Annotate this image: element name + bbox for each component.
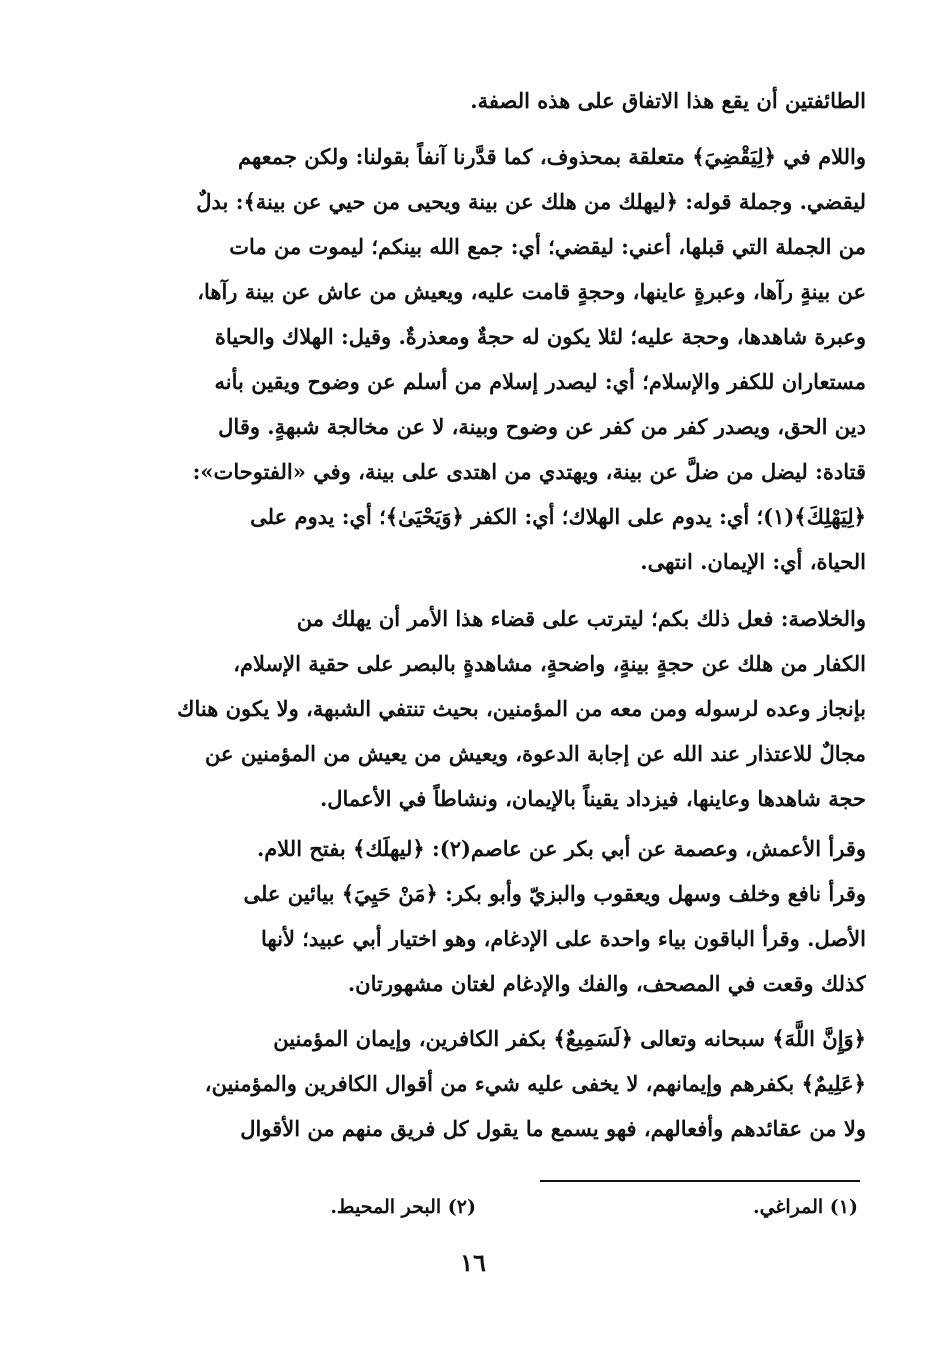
- text-line: ﴿لِيَهْلِكَ﴾(١)؛ أي: يدوم على الهلاك؛ أي: الكفر ﴿وَيَحْيَىٰ﴾؛ أي: يدوم على: [250, 504, 866, 529]
- text-line: الكفار من هلك عن حجةٍ بينةٍ، واضحةٍ، مشاهدةٍ بالبصر على حقية الإسلام،: [233, 651, 866, 676]
- footnote-1: (١) المراغي.: [752, 1196, 858, 1218]
- text-line: والخلاصة: فعل ذلك بكم؛ ليترتب على قضاء هذا الأمر أن يهلك من: [296, 606, 866, 631]
- paragraph-3: [88, 596, 866, 821]
- text-line: مستعاران للكفر والإسلام؛ أي: ليصدر إسلام من أسلم عن وضوح ويقين بأنه: [214, 369, 866, 394]
- text-line: ليقضي. وجملة قوله: ﴿ليهلك من هلك عن بينة ويحيى من حيي عن بينة﴾: بدلٌ: [196, 189, 866, 214]
- text-line: الأصل. وقرأ الباقون بياء واحدة على الإدغام، وهو اختيار أبي عبيد؛ لأنها: [261, 926, 866, 951]
- text-line: عن بينةٍ رآها، وعبرةٍ عاينها، وحجةٍ قامت عليه، ويعيش من عاش عن بينة رآها،: [197, 279, 866, 304]
- paragraph-2: [88, 134, 866, 584]
- text-line: ﴿عَلِيمٌ﴾ بكفرهم وإيمانهم، لا يخفى عليه شيء من أقوال الكافرين والمؤمنين،: [204, 1071, 866, 1096]
- text-line: دين الحق، ويصدر كفر من كفر عن وضوح وبينة، لا عن مخالجة شبهةٍ. وقال: [218, 414, 866, 439]
- text-line: من الجملة التي قبلها، أعني: ليقضي؛ أي: جمع الله بينكم؛ ليموت من مات: [229, 234, 866, 259]
- text-line: كذلك وقعت في المصحف، والفك والإدغام لغتان مشهورتان.: [347, 971, 866, 996]
- footnote-divider: [540, 1180, 860, 1182]
- paragraph-5: [88, 1016, 866, 1151]
- text-line: وعبرة شاهدها، وحجة عليه؛ لئلا يكون له حجةٌ ومعذرةٌ. وقيل: الهلاك والحياة: [214, 324, 866, 349]
- text-line: ولا من عقائدهم وأفعالهم، فهو يسمع ما يقول كل فريق منهم من الأقوال: [240, 1116, 866, 1141]
- text-line: وقرأ الأعمش، وعصمة عن أبي بكر عن عاصم(٢): ﴿ليهلَك﴾ بفتح اللام.: [256, 836, 866, 861]
- text-line: ﴿وَإِنَّ اللَّهَ﴾ سبحانه وتعالى ﴿لَسَمِيعٌ﴾ بكفر الكافرين، وإيمان المؤمنين: [273, 1026, 866, 1051]
- text-line: الطائفتين أن يقع هذا الاتفاق على هذه الصفة.: [470, 88, 866, 113]
- footnote-2: (٢) البحر المحيط.: [330, 1196, 476, 1218]
- text-line: وقرأ نافع وخلف وسهل ويعقوب والبزيّ وأبو بكر: ﴿مَنْ حَيِيَ﴾ بيائين على: [243, 881, 866, 906]
- text-line: قتادة: ليضل من ضلَّ عن بينة، ويهتدي من اهتدى على بينة، وفي «الفتوحات»:: [192, 459, 866, 484]
- page-number: ١٦: [460, 1248, 486, 1277]
- text-line: الحياة، أي: الإيمان. انتهى.: [640, 549, 866, 574]
- text-line: حجة شاهدها وعاينها، فيزداد يقيناً بالإيمان، ونشاطاً في الأعمال.: [319, 786, 866, 811]
- paragraph-1: [88, 78, 866, 123]
- text-line: واللام في ﴿لِيَقْضِيَ﴾ متعلقة بمحذوف، كما قدَّرنا آنفاً بقولنا: ولكن جمعهم: [238, 144, 866, 169]
- paragraph-4: [88, 826, 866, 1006]
- text-line: مجالٌ للاعتذار عند الله عن إجابة الدعوة، ويعيش من يعيش من المؤمنين عن: [205, 741, 866, 766]
- text-line: بإنجاز وعده لرسوله ومن معه من المؤمنين، بحيث تنتفي الشبهة، ولا يكون هناك: [177, 696, 866, 721]
